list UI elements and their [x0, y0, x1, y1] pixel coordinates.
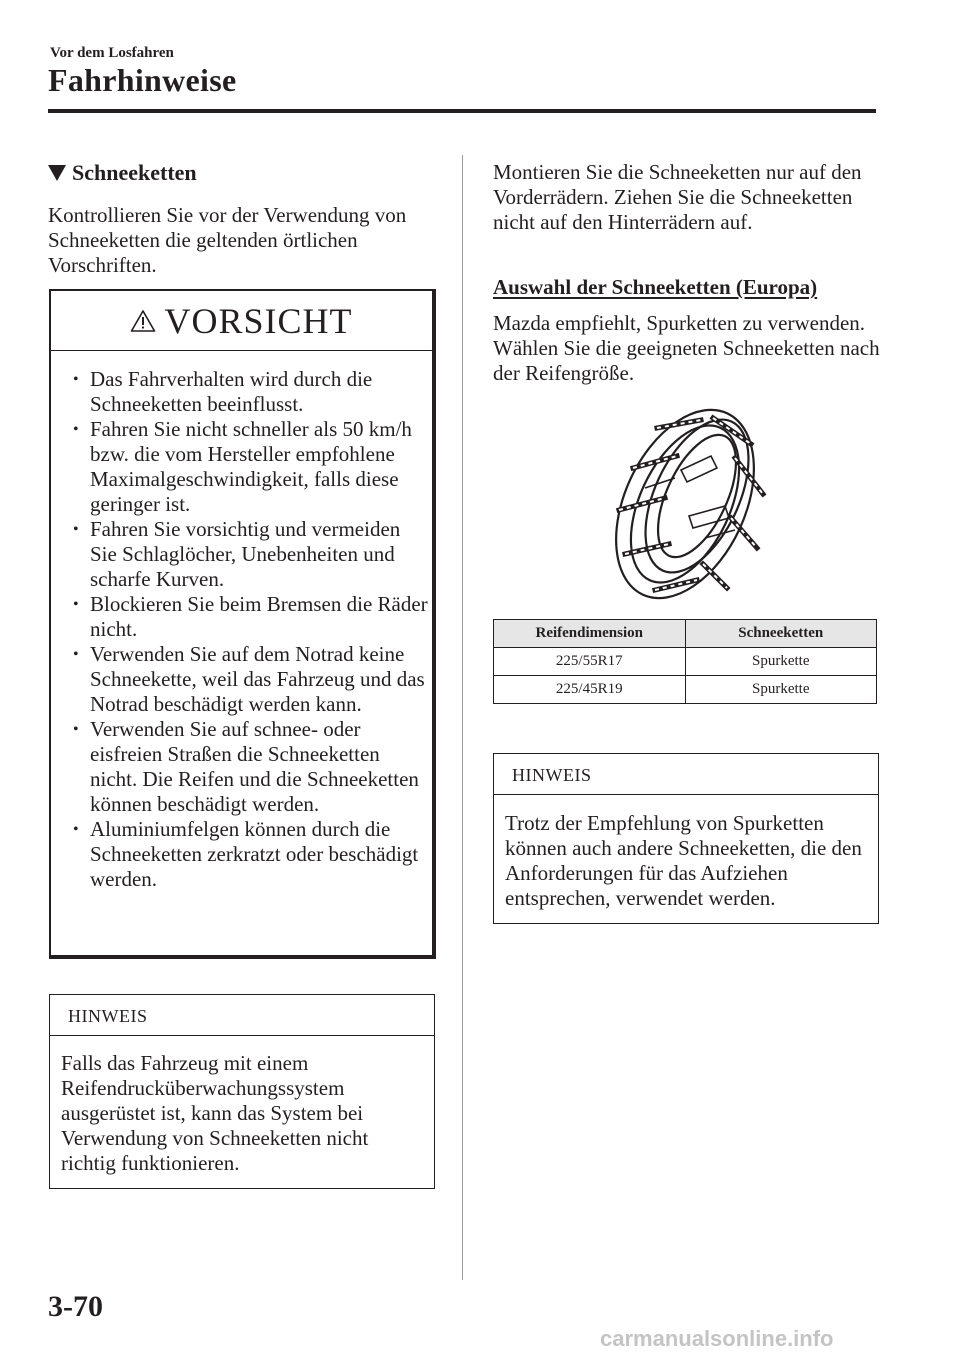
caution-item: • Verwenden Sie auf dem Notrad keine Schneekette, weil das Fahrzeug und das Notrad beschädigt werden kann. [73, 642, 425, 716]
bullet: • [73, 421, 79, 438]
table-cell: Spurkette [685, 676, 877, 704]
table-row [494, 676, 877, 704]
watermark: carmanualsonline.info [600, 1326, 834, 1351]
warning-triangle-icon [130, 309, 156, 333]
table-header-cell: Schneeketten [685, 620, 877, 648]
tire-chain-table [493, 619, 877, 704]
table-cell: 225/55R17 [494, 648, 686, 676]
triangle-down-icon [48, 165, 66, 181]
caution-item: • Blockieren Sie beim Bremsen die Räder nicht. [73, 592, 428, 641]
note-text: Falls das Fahrzeug mit einem Reifendrucküberwachungssystem ausgerüstet ist, kann das System bei Verwendung von Schneeketten nicht richtig funktionieren. [61, 1051, 369, 1175]
section-heading-text: Schneeketten [72, 160, 197, 185]
table-header-row [494, 620, 877, 648]
section-label: Vor dem Losfahren [50, 45, 174, 61]
page-number: 3-70 [48, 1290, 103, 1323]
bullet: • [73, 821, 79, 838]
note-text: Trotz der Empfehlung von Spurketten können auch andere Schneeketten, die den Anforderungen für das Aufziehen entsprechen, verwendet werden. [505, 811, 862, 910]
section-heading [48, 160, 197, 186]
caution-item: • Fahren Sie vorsichtig und vermeiden Sie Schlaglöcher, Unebenheiten und scharfe Kurven. [73, 517, 401, 591]
bullet: • [73, 721, 79, 738]
bullet: • [73, 521, 79, 538]
subheading: Auswahl der Schneeketten (Europa) [493, 275, 818, 299]
table-cell: 225/45R19 [494, 676, 686, 704]
bullet: • [73, 646, 79, 663]
caution-item: • Verwenden Sie auf schnee- oder eisfreien Straßen die Schneeketten nicht. Die Reifen und die Schneeketten können beschädigt werden. [73, 717, 419, 816]
page-title: Fahrhinweise [48, 62, 237, 98]
intro-paragraph: Kontrollieren Sie vor der Verwendung von Schneeketten die geltenden örtlichen Vorschriften. [48, 203, 407, 277]
bullet: • [73, 596, 79, 613]
note-box-left [49, 994, 435, 1189]
caution-item: • Fahren Sie nicht schneller als 50 km/h bzw. die vom Hersteller empfohlene Maximalgeschwindigkeit, falls diese geringer ist. [73, 417, 412, 516]
caution-title: VORSICHT [164, 300, 353, 341]
caution-header [51, 291, 432, 351]
note-box-right [493, 753, 879, 924]
snow-chain-illustration [585, 398, 785, 610]
note-title: HINWEIS [68, 1006, 148, 1026]
caution-item: • Das Fahrverhalten wird durch die Schneeketten beeinflusst. [73, 367, 373, 416]
caution-box [49, 289, 436, 959]
table-cell: Spurkette [685, 648, 877, 676]
recommendation-paragraph: Mazda empfiehlt, Spurketten zu verwenden. Wählen Sie die geeigneten Schneeketten nach der Reifengröße. [493, 311, 880, 385]
bullet: • [73, 371, 79, 388]
table-row [494, 648, 877, 676]
mounting-paragraph: Montieren Sie die Schneeketten nur auf den Vorderrädern. Ziehen Sie die Schneeketten nicht auf den Hinterrädern auf. [493, 160, 862, 234]
column-divider [462, 155, 463, 1280]
note-header [494, 754, 878, 795]
table-header-cell: Reifendimension [494, 620, 686, 648]
note-header [50, 995, 434, 1036]
header-rule [48, 109, 876, 113]
note-title: HINWEIS [512, 765, 592, 785]
caution-list [73, 367, 428, 892]
caution-item: • Aluminiumfelgen können durch die Schneeketten zerkratzt oder beschädigt werden. [73, 817, 419, 891]
